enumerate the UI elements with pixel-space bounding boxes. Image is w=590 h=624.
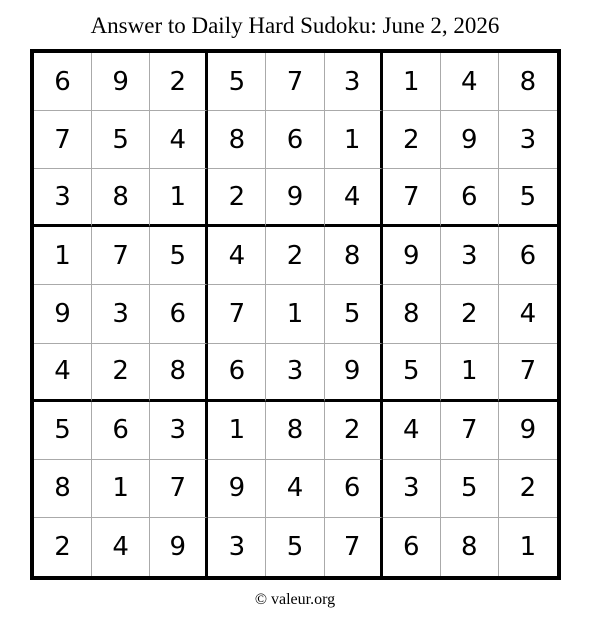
sudoku-cell-r7c4: 1 — [208, 402, 266, 460]
sudoku-cell-r9c6: 7 — [325, 518, 383, 576]
sudoku-cell-r6c4: 6 — [208, 344, 266, 402]
sudoku-cell-r4c1: 1 — [34, 227, 92, 285]
sudoku-cell-r2c3: 4 — [150, 111, 208, 169]
sudoku-cell-r8c9: 2 — [499, 460, 557, 518]
sudoku-cell-r3c3: 1 — [150, 169, 208, 227]
sudoku-cell-r3c2: 8 — [92, 169, 150, 227]
sudoku-cell-r5c7: 8 — [383, 285, 441, 343]
sudoku-cell-r3c1: 3 — [34, 169, 92, 227]
sudoku-cell-r6c2: 2 — [92, 344, 150, 402]
sudoku-cell-r2c6: 1 — [325, 111, 383, 169]
sudoku-cell-r4c5: 2 — [266, 227, 324, 285]
sudoku-cell-r4c3: 5 — [150, 227, 208, 285]
sudoku-cell-r4c2: 7 — [92, 227, 150, 285]
sudoku-cell-r1c6: 3 — [325, 53, 383, 111]
sudoku-cell-r3c5: 9 — [266, 169, 324, 227]
sudoku-cell-r8c7: 3 — [383, 460, 441, 518]
sudoku-cell-r6c7: 5 — [383, 344, 441, 402]
sudoku-cell-r5c2: 3 — [92, 285, 150, 343]
sudoku-cell-r3c9: 5 — [499, 169, 557, 227]
sudoku-cell-r4c6: 8 — [325, 227, 383, 285]
sudoku-cell-r2c4: 8 — [208, 111, 266, 169]
sudoku-cell-r7c8: 7 — [441, 402, 499, 460]
sudoku-cell-r9c2: 4 — [92, 518, 150, 576]
sudoku-cell-r3c7: 7 — [383, 169, 441, 227]
sudoku-cell-r1c2: 9 — [92, 53, 150, 111]
sudoku-cell-r5c3: 6 — [150, 285, 208, 343]
sudoku-cell-r7c2: 6 — [92, 402, 150, 460]
sudoku-cell-r9c1: 2 — [34, 518, 92, 576]
sudoku-cell-r7c3: 3 — [150, 402, 208, 460]
sudoku-cell-r5c9: 4 — [499, 285, 557, 343]
sudoku-cell-r2c5: 6 — [266, 111, 324, 169]
sudoku-cell-r4c8: 3 — [441, 227, 499, 285]
sudoku-cell-r6c9: 7 — [499, 344, 557, 402]
sudoku-cell-r7c1: 5 — [34, 402, 92, 460]
sudoku-cell-r8c5: 4 — [266, 460, 324, 518]
sudoku-cell-r1c1: 6 — [34, 53, 92, 111]
sudoku-cell-r8c3: 7 — [150, 460, 208, 518]
sudoku-cell-r1c4: 5 — [208, 53, 266, 111]
sudoku-cell-r5c5: 1 — [266, 285, 324, 343]
sudoku-cell-r6c8: 1 — [441, 344, 499, 402]
sudoku-cell-r8c4: 9 — [208, 460, 266, 518]
sudoku-cell-r2c9: 3 — [499, 111, 557, 169]
sudoku-cell-r4c7: 9 — [383, 227, 441, 285]
sudoku-cell-r2c8: 9 — [441, 111, 499, 169]
sudoku-cell-r9c3: 9 — [150, 518, 208, 576]
sudoku-cell-r6c6: 9 — [325, 344, 383, 402]
sudoku-cell-r5c1: 9 — [34, 285, 92, 343]
sudoku-cell-r9c7: 6 — [383, 518, 441, 576]
sudoku-cell-r7c7: 4 — [383, 402, 441, 460]
sudoku-cell-r8c6: 6 — [325, 460, 383, 518]
sudoku-cell-r8c1: 8 — [34, 460, 92, 518]
sudoku-cell-r3c4: 2 — [208, 169, 266, 227]
sudoku-cell-r6c3: 8 — [150, 344, 208, 402]
sudoku-cell-r4c4: 4 — [208, 227, 266, 285]
sudoku-cell-r6c5: 3 — [266, 344, 324, 402]
sudoku-cell-r9c4: 3 — [208, 518, 266, 576]
sudoku-cell-r1c5: 7 — [266, 53, 324, 111]
sudoku-cell-r9c9: 1 — [519, 531, 537, 562]
sudoku-cell-r9c8: 8 — [441, 518, 499, 576]
sudoku-cell-r2c7: 2 — [383, 111, 441, 169]
sudoku-cell-r7c9: 9 — [499, 402, 557, 460]
sudoku-cell-r7c5: 8 — [266, 402, 324, 460]
sudoku-cell-r5c4: 7 — [208, 285, 266, 343]
sudoku-cell-r2c2: 5 — [92, 111, 150, 169]
page-title: Answer to Daily Hard Sudoku: June 2, 2026 — [90, 13, 500, 38]
sudoku-cell-r1c7: 1 — [383, 53, 441, 111]
sudoku-cell-r9c5: 5 — [266, 518, 324, 576]
sudoku-cell-r1c3: 2 — [150, 53, 208, 111]
sudoku-cell-r5c8: 2 — [441, 285, 499, 343]
sudoku-cell-r1c9: 8 — [499, 53, 557, 111]
sudoku-cell-r2c1: 7 — [34, 111, 92, 169]
sudoku-cell-r3c8: 6 — [441, 169, 499, 227]
copyright-footer: © valeur.org — [254, 591, 336, 608]
sudoku-cell-r6c1: 4 — [34, 344, 92, 402]
sudoku-cell-r4c9: 6 — [499, 227, 557, 285]
sudoku-cell-r1c8: 4 — [441, 53, 499, 111]
sudoku-cell-r5c6: 5 — [325, 285, 383, 343]
sudoku-cell-r3c6: 4 — [325, 169, 383, 227]
sudoku-cell-r8c8: 5 — [441, 460, 499, 518]
sudoku-cell-r8c2: 1 — [92, 460, 150, 518]
sudoku-cell-r7c6: 2 — [325, 402, 383, 460]
sudoku-grid — [30, 49, 561, 580]
